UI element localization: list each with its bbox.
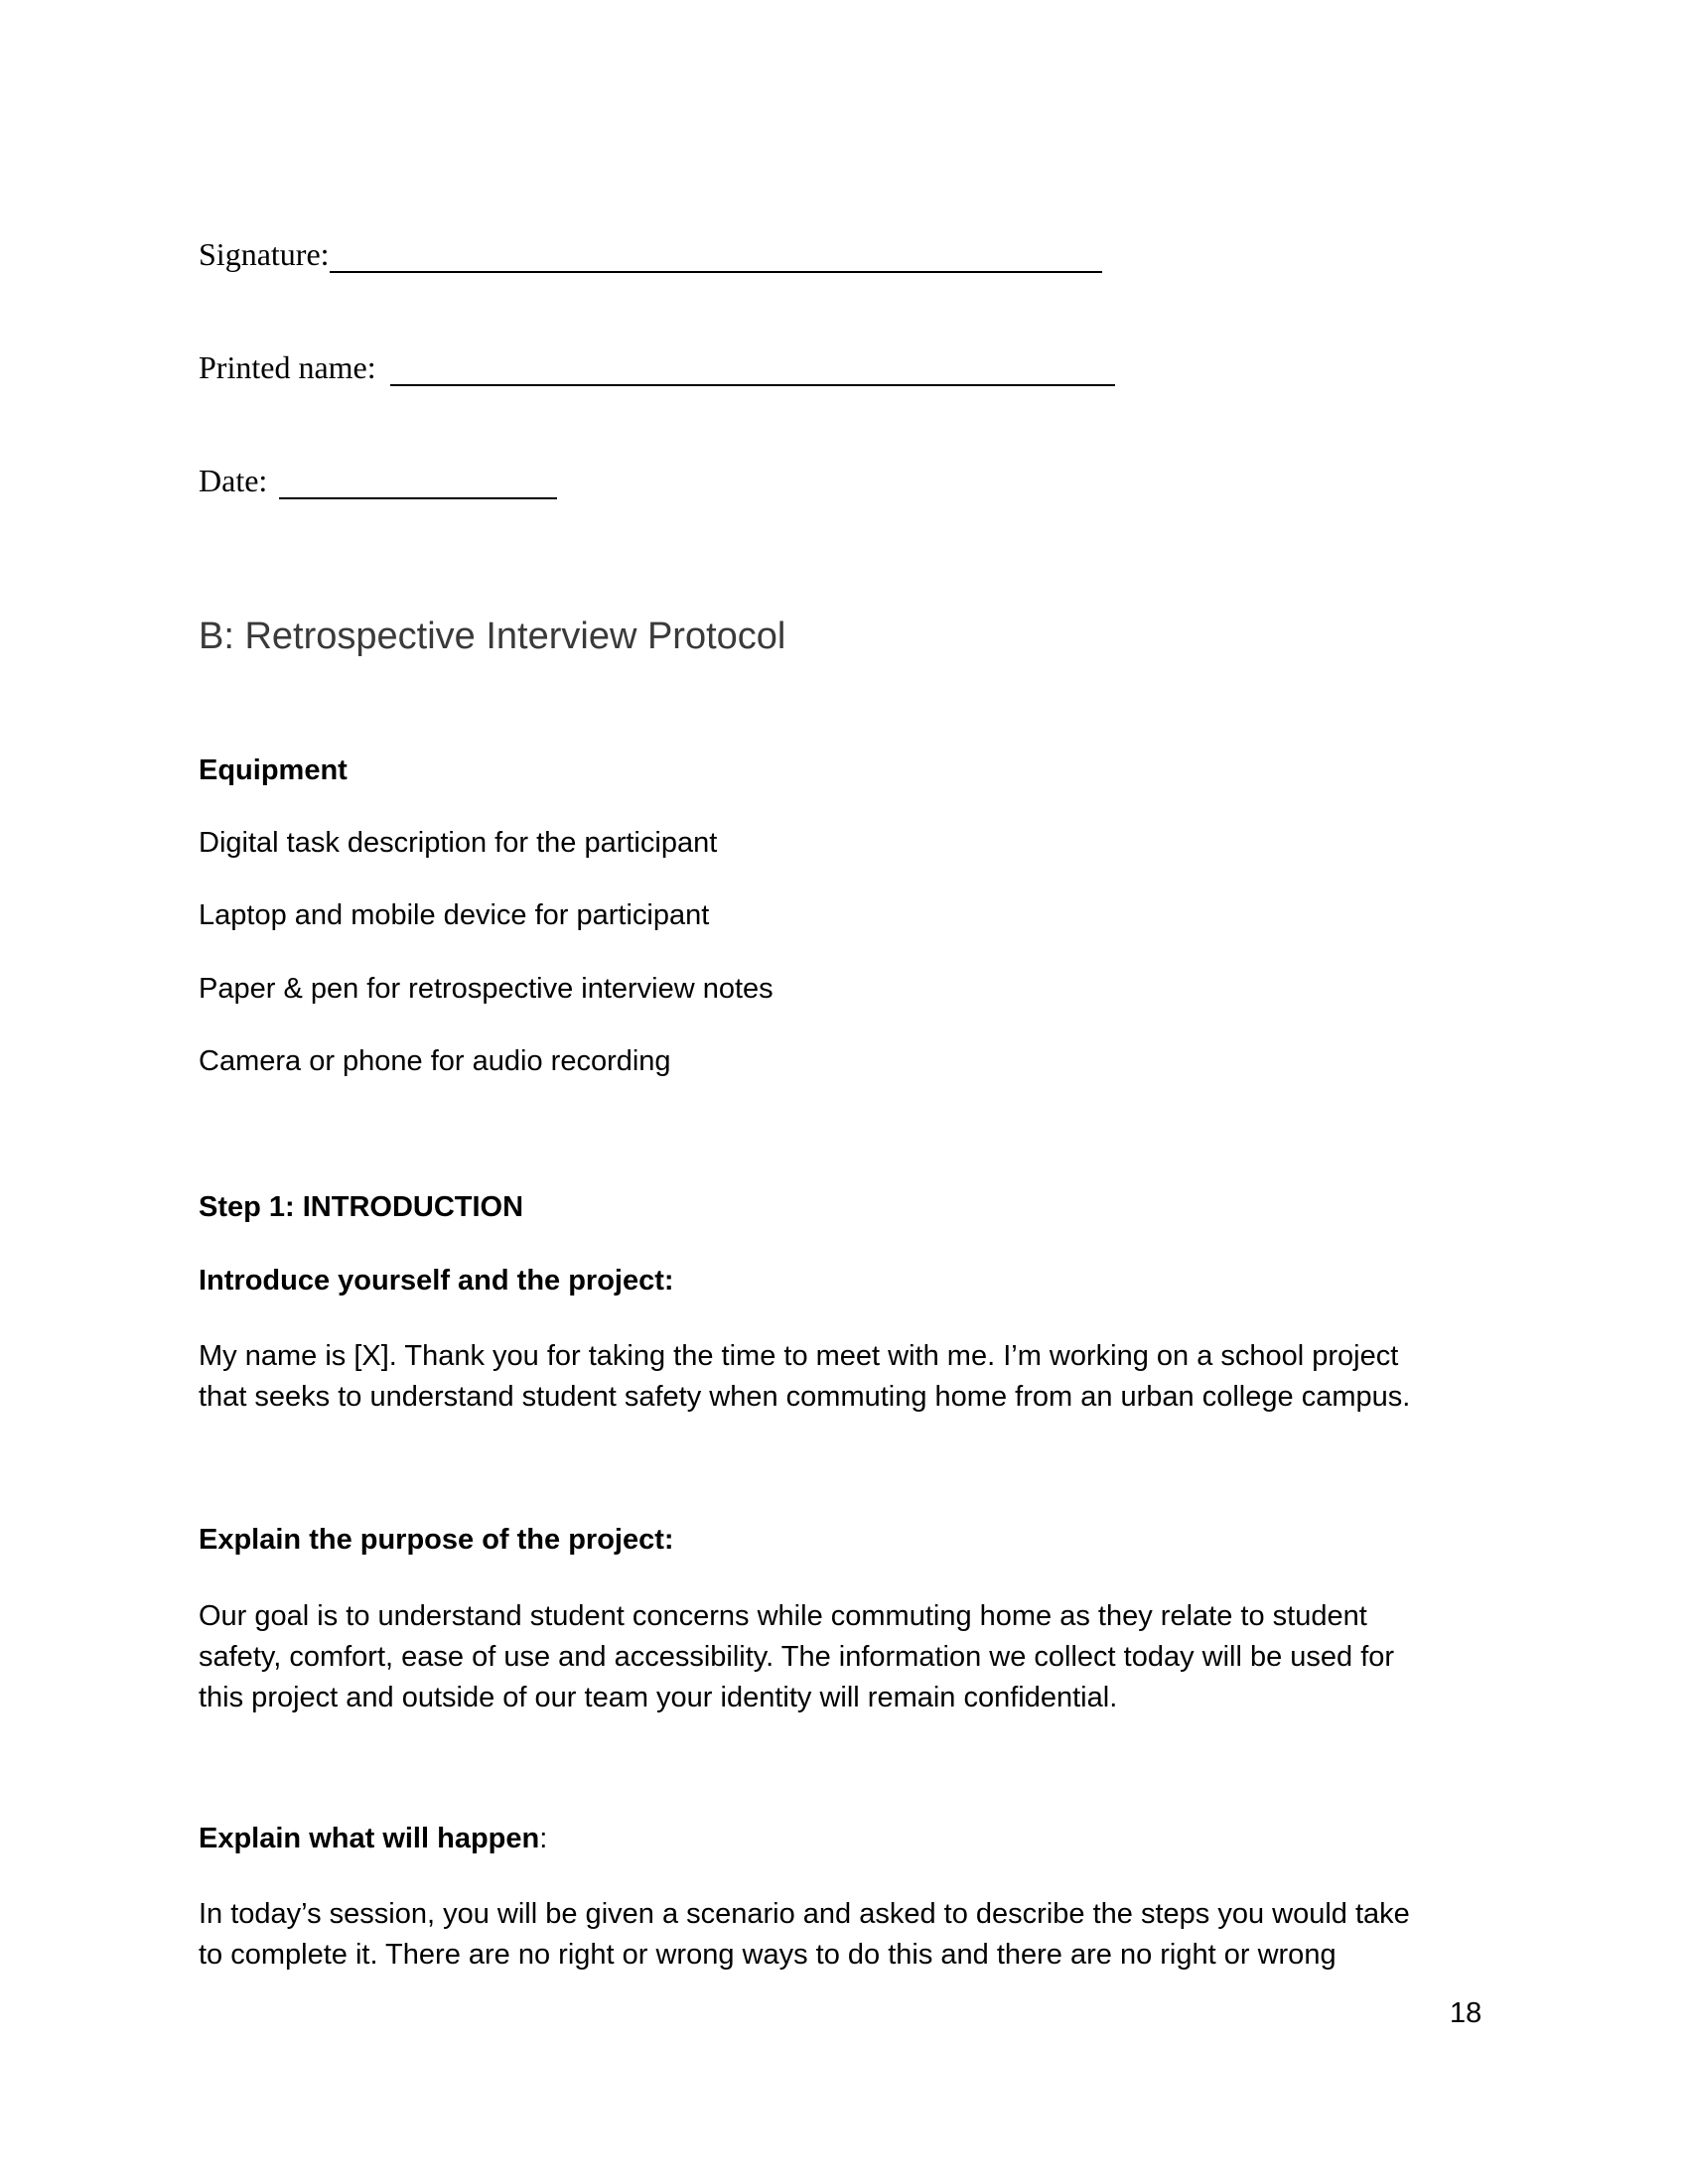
paragraph-line: to complete it. There are no right or wrong ways to do this and there are no right or wrong (199, 1939, 1336, 1971)
happen-title (199, 1823, 547, 1855)
paragraph-line: My name is [X]. Thank you for taking the time to meet with me. I’m working on a school project (199, 1340, 1399, 1372)
section-heading: B: Retrospective Interview Protocol (199, 615, 786, 657)
equipment-item: Paper & pen for retrospective interview notes (199, 973, 774, 1005)
paragraph-line: that seeks to understand student safety when commuting home from an urban college campus. (199, 1381, 1411, 1413)
purpose-paragraph (199, 1596, 1489, 1718)
equipment-item: Laptop and mobile device for participant (199, 899, 710, 931)
date-line (279, 470, 557, 499)
step1-title: Step 1: INTRODUCTION (199, 1191, 524, 1223)
equipment-title: Equipment (199, 754, 348, 786)
happen-title-text: Explain what will happen (199, 1823, 540, 1854)
printed-name-line (390, 356, 1115, 386)
printed-name-field (199, 349, 1115, 386)
page-number: 18 (1450, 1997, 1482, 2029)
paragraph-line: In today’s session, you will be given a scenario and asked to describe the steps you would take (199, 1898, 1410, 1930)
happen-paragraph (199, 1894, 1489, 1976)
printed-name-label: Printed name: (199, 349, 376, 385)
purpose-title: Explain the purpose of the project: (199, 1524, 674, 1556)
introduce-title: Introduce yourself and the project: (199, 1265, 674, 1297)
introduce-paragraph (199, 1336, 1489, 1418)
date-label: Date: (199, 463, 268, 498)
signature-line (330, 243, 1102, 273)
signature-label: Signature: (199, 236, 330, 272)
paragraph-line: this project and outside of our team your identity will remain confidential. (199, 1682, 1118, 1713)
paragraph-line: Our goal is to understand student concerns while commuting home as they relate to student (199, 1600, 1367, 1632)
paragraph-line: safety, comfort, ease of use and accessibility. The information we collect today will be used for (199, 1641, 1395, 1673)
date-field (199, 463, 557, 499)
equipment-item: Camera or phone for audio recording (199, 1045, 671, 1077)
signature-field (199, 236, 1102, 273)
happen-title-colon: : (539, 1823, 548, 1854)
equipment-item: Digital task description for the participant (199, 827, 718, 859)
